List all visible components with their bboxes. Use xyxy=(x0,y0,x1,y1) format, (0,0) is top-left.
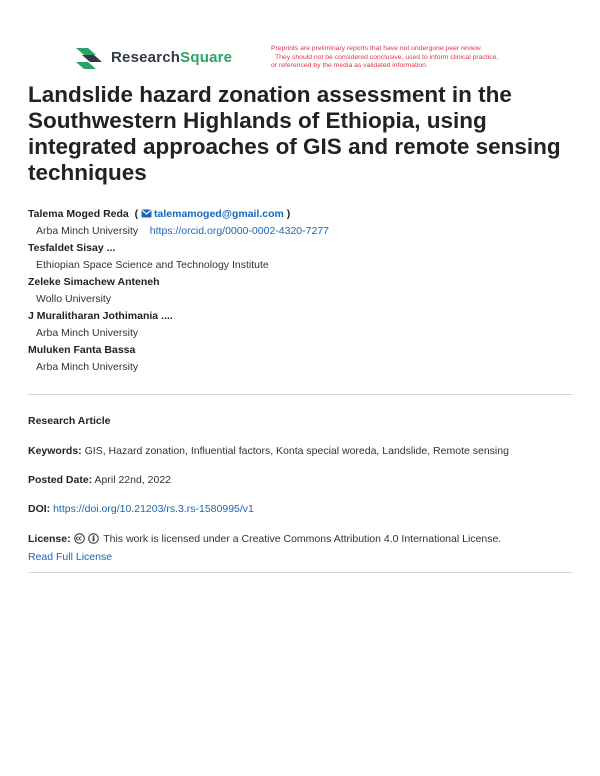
author-entry xyxy=(28,240,578,274)
doi-row xyxy=(28,500,576,518)
attribution-icon xyxy=(88,533,99,544)
section-divider xyxy=(28,572,573,573)
logo-text xyxy=(111,49,232,66)
author-list xyxy=(28,206,578,376)
author-affiliation: Arba Minch University xyxy=(36,327,139,339)
research-square-logo[interactable] xyxy=(74,44,232,70)
article-type: Research Article xyxy=(28,415,111,427)
author-affiliation: Arba Minch University xyxy=(36,361,139,373)
logo-text-square: Square xyxy=(180,48,233,66)
research-square-logo-icon xyxy=(74,44,104,70)
license-text: This work is licensed under a Creative Commons Attribution 4.0 International License. xyxy=(103,533,502,545)
author-email-link[interactable] xyxy=(141,208,287,220)
doi-link[interactable]: https://doi.org/10.21203/rs.3.rs-1580995/v1 xyxy=(53,503,254,515)
author-name: Zeleke Simachew Anteneh xyxy=(28,276,160,288)
posted-date-label: Posted Date: xyxy=(28,474,93,486)
license-label: License: xyxy=(28,533,71,545)
keywords-row xyxy=(28,442,576,460)
read-full-license-link[interactable]: Read Full License xyxy=(28,551,113,563)
author-name: J Muralitharan Jothimania .... xyxy=(28,310,173,322)
disclaimer-line: They should not be considered conclusive, used to inform clinical practice, xyxy=(275,53,499,61)
author-name: Talema Moged Reda xyxy=(28,208,129,220)
mail-icon xyxy=(141,209,152,218)
author-name: Tesfaldet Sisay ... xyxy=(28,242,116,254)
logo-text-research: Research xyxy=(111,48,181,66)
article-type-row xyxy=(28,412,576,430)
author-affiliation-row xyxy=(28,222,578,240)
keywords-value: GIS, Hazard zonation, Influential factors, Konta special woreda, Landslide, Remote sensing xyxy=(84,445,509,457)
author-affiliation: Arba Minch University xyxy=(36,225,139,237)
paper-title: Landslide hazard zonation assessment in the Southwestern Highlands of Ethiopia, using integrated approaches of GIS and remote sensing techniques xyxy=(28,82,561,185)
disclaimer-line: or referenced by the media as validated information. xyxy=(271,62,428,70)
keywords-label: Keywords: xyxy=(28,445,82,457)
license-row xyxy=(28,530,576,566)
section-divider xyxy=(28,394,573,395)
posted-date-value: April 22nd, 2022 xyxy=(94,474,172,486)
disclaimer-line: Preprints are preliminary reports that have not undergone peer review. xyxy=(271,45,483,52)
author-entry xyxy=(28,342,578,376)
author-entry xyxy=(28,308,578,342)
creative-commons-icon xyxy=(74,533,85,544)
orcid-link[interactable]: https://orcid.org/0000-0002-4320-7277 xyxy=(149,225,330,237)
author-affiliation: Ethiopian Space Science and Technology Institute xyxy=(36,259,269,271)
posted-date-row xyxy=(28,471,576,489)
author-affiliation: Wollo University xyxy=(36,293,112,305)
author-entry xyxy=(28,274,578,308)
author-email: talemamoged@gmail.com xyxy=(154,208,284,220)
preprint-disclaimer xyxy=(271,45,541,71)
author-name: Muluken Fanta Bassa xyxy=(28,344,136,356)
doi-label: DOI: xyxy=(28,503,51,515)
author-entry: Talema Moged Reda ( talemamoged@gmail.com ) Arba Minch University https://orcid.org/0000-0002-4320-7277 xyxy=(28,206,578,240)
